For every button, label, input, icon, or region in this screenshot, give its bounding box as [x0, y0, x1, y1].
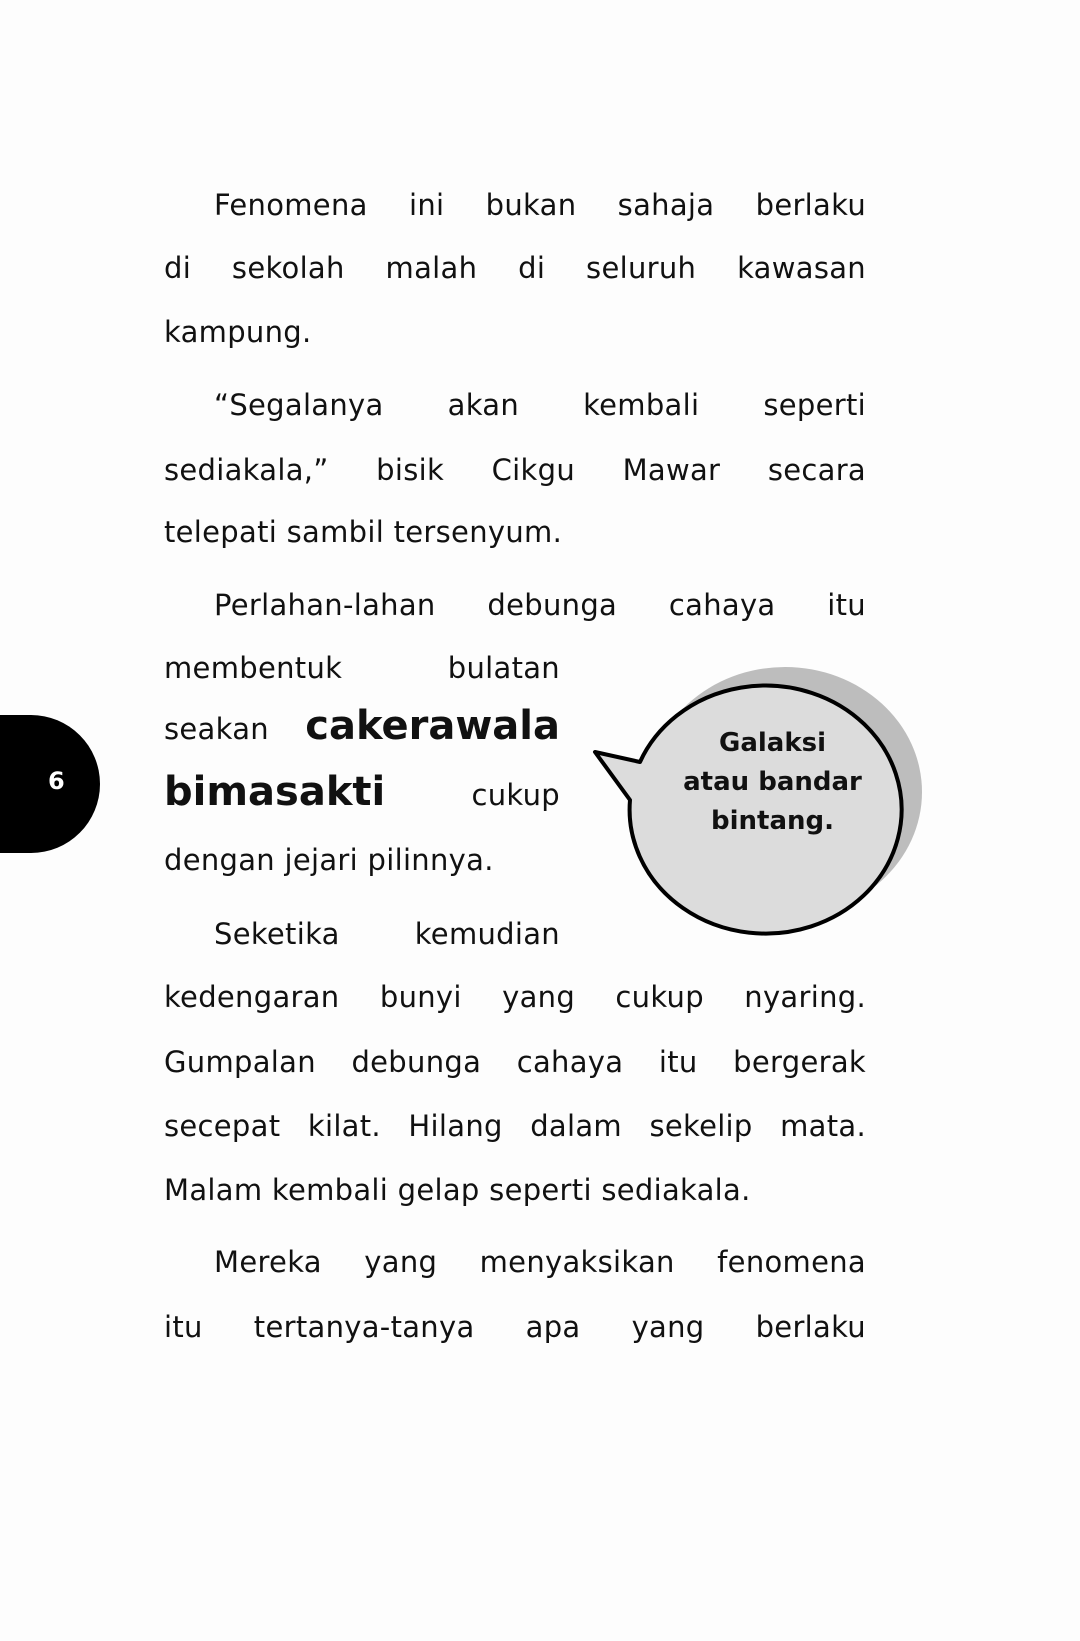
glossary-line: atau bandar: [683, 767, 862, 797]
text-line: membentuk bulatan: [164, 651, 560, 685]
glossary-line: bintang.: [710, 806, 834, 836]
text-line: Fenomena ini bukan sahaja berlaku: [214, 188, 866, 222]
text-line: [164, 703, 560, 749]
text-line: kedengaran bunyi yang cukup nyaring.: [164, 980, 866, 1014]
text-line: dengan jejari pilinnya.: [164, 843, 494, 877]
text-line: Malam kembali gelap seperti sediakala.: [164, 1173, 751, 1207]
text-line: “Segalanya akan kembali seperti: [214, 388, 866, 422]
glossary-term: cakerawala: [305, 703, 560, 749]
page-number: 6: [48, 767, 65, 795]
text-line: telepati sambil tersenyum.: [164, 515, 563, 549]
text-line: kampung.: [164, 315, 312, 349]
text-line: secepat kilat. Hilang dalam sekelip mata.: [164, 1109, 866, 1143]
glossary-line: Galaksi: [718, 728, 827, 758]
text-line: di sekolah malah di seluruh kawasan: [164, 251, 866, 285]
text-line: Mereka yang menyaksikan fenomena: [214, 1245, 866, 1279]
page-number-tab: [0, 715, 100, 853]
text-line: [164, 769, 560, 815]
text-line: Seketika kemudian: [214, 917, 560, 951]
text-line: Gumpalan debunga cahaya itu bergerak: [164, 1045, 866, 1079]
text: seakan: [164, 712, 269, 746]
text-line: Perlahan-lahan debunga cahaya itu: [214, 588, 866, 622]
text-line: itu tertanya-tanya apa yang berlaku: [164, 1310, 866, 1344]
text-line: sediakala,” bisik Cikgu Mawar secara: [164, 453, 866, 487]
glossary-term: bimasakti: [164, 769, 386, 815]
text: cukup: [471, 778, 560, 812]
